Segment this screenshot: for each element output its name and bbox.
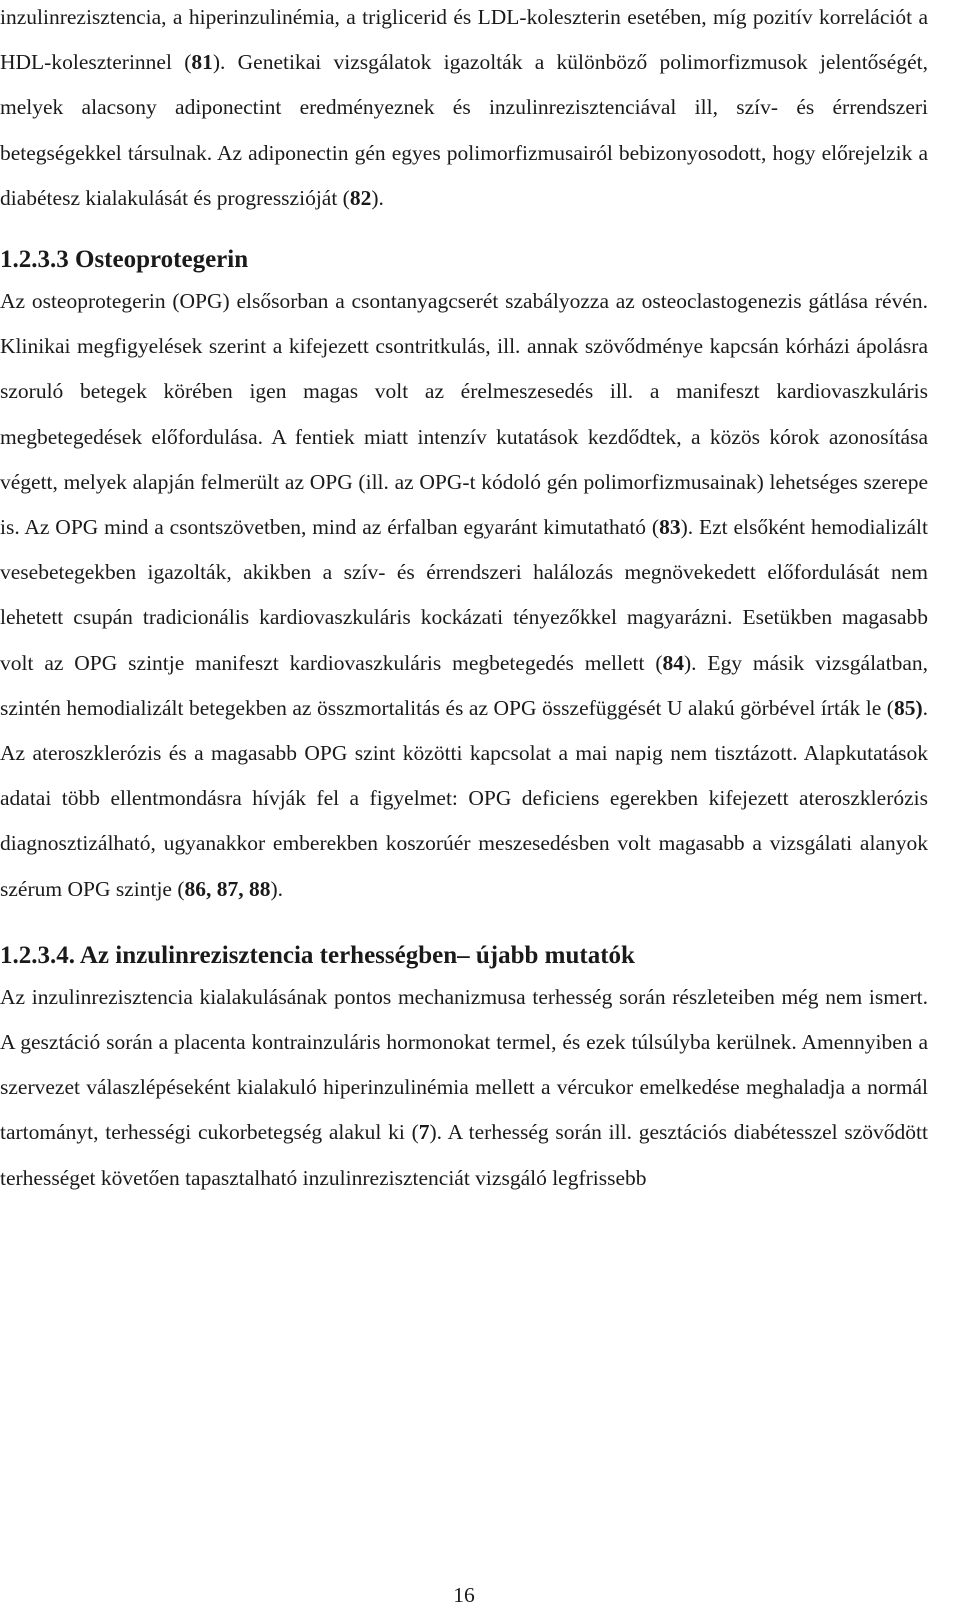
reference-number: 81 [191,50,213,75]
reference-number: 85) [893,695,923,720]
section-heading-pregnancy-insulin-resistance: 1.2.3.4. Az inzulinrezisztencia terhességben– újabb mutatók [0,941,635,969]
reference-number: 86, 87, 88 [184,876,271,901]
reference-number: 7 [418,1120,430,1145]
page-number: 16 [453,1583,475,1607]
paragraph-osteoprotegerin: Az osteoprotegerin (OPG) elsősorban a csontanyagcserét szabályozza az osteoclastogenezis gátlása révén. Klinikai megfigyelések szerint a kifejezett csontritkulás, ill. annak szövődménye kapcsán kórházi ápolásra szoruló betegek körében igen magas volt az érelmeszesedés ill. a manifeszt kardiovaszkuláris megbetegedések előfordulása. A fentiek miatt intenzív kutatások kezdődtek, a közös kórok azonosítása végett, melyek alapján felmerült az OPG (ill. az OPG-t kódoló gén polimorfizmusainak) lehetséges szerepe is. Az OPG mind a csontszövetben, mind az érfalban egyaránt kimutatható (83). Ezt elsőként hemodializált vesebetegekben igazolták, akikben a szív- és érrendszeri halálozás megnövekedett előfordulását nem lehetett csupán tradicionális kardiovaszkuláris kockázati tényezőkkel magyarázni. Esetükben magasabb volt az OPG szintje manifeszt kardiovaszkuláris megbetegedés mellett (84). Egy másik vizsgálatban, szintén hemodializált betegekben az összmortalitás és az OPG összefüggését U alakú görbével írták le (85). Az ateroszklerózis és a magasabb OPG szint közötti kapcsolat a mai napig nem tisztázott. Alapkutatások adatai több ellentmondásra hívják fel a figyelmet: OPG deficiens egerekben kifejezett ateroszklerózis diagnosztizálható, ugyanakkor emberekben koszorúér meszesedésben volt magasabb a vizsgálati alanyok szérum OPG szintje (86, 87, 88). [0,289,928,901]
reference-number: 83 [659,515,681,540]
paragraph-pregnancy-insulin-resistance: Az inzulinrezisztencia kialakulásának pontos mechanizmusa terhesség során részleteiben még nem ismert. A gesztáció során a placenta kontrainzuláris hormonokat termel, és ezek túlsúlyba kerülnek. Amennyiben a szervezet válaszlépéseként kialakuló hiperinzulinémia mellett a vércukor emelkedése meghaladja a normál tartományt, terhességi cukorbetegség alakul ki (7). A terhesség során ill. gesztációs diabétesszel szövődött terhességet követően tapasztalható inzulinrezisztenciát vizsgáló legfrissebb [0,984,928,1190]
section-heading-osteoprotegerin: 1.2.3.3 Osteoprotegerin [0,246,249,274]
reference-number: 84 [662,650,685,675]
paragraph-adiponectin: inzulinrezisztencia, a hiperinzulinémia, a triglicerid és LDL-koleszterin esetében, míg pozitív korrelációt a HDL-koleszterinnel (81). Genetikai vizsgálatok igazolták a különböző polimorfizmusok jelentőségét, melyek alacsony adiponectint eredményeznek és inzulinrezisztenciával ill, szív- és érrendszeri betegségekkel társulnak. Az adiponectin gén egyes polimorfizmusairól bebizonyosodott, hogy előrejelzik a diabétesz kialakulását és progresszióját (82). [0,5,928,210]
reference-number: 82 [349,185,372,210]
